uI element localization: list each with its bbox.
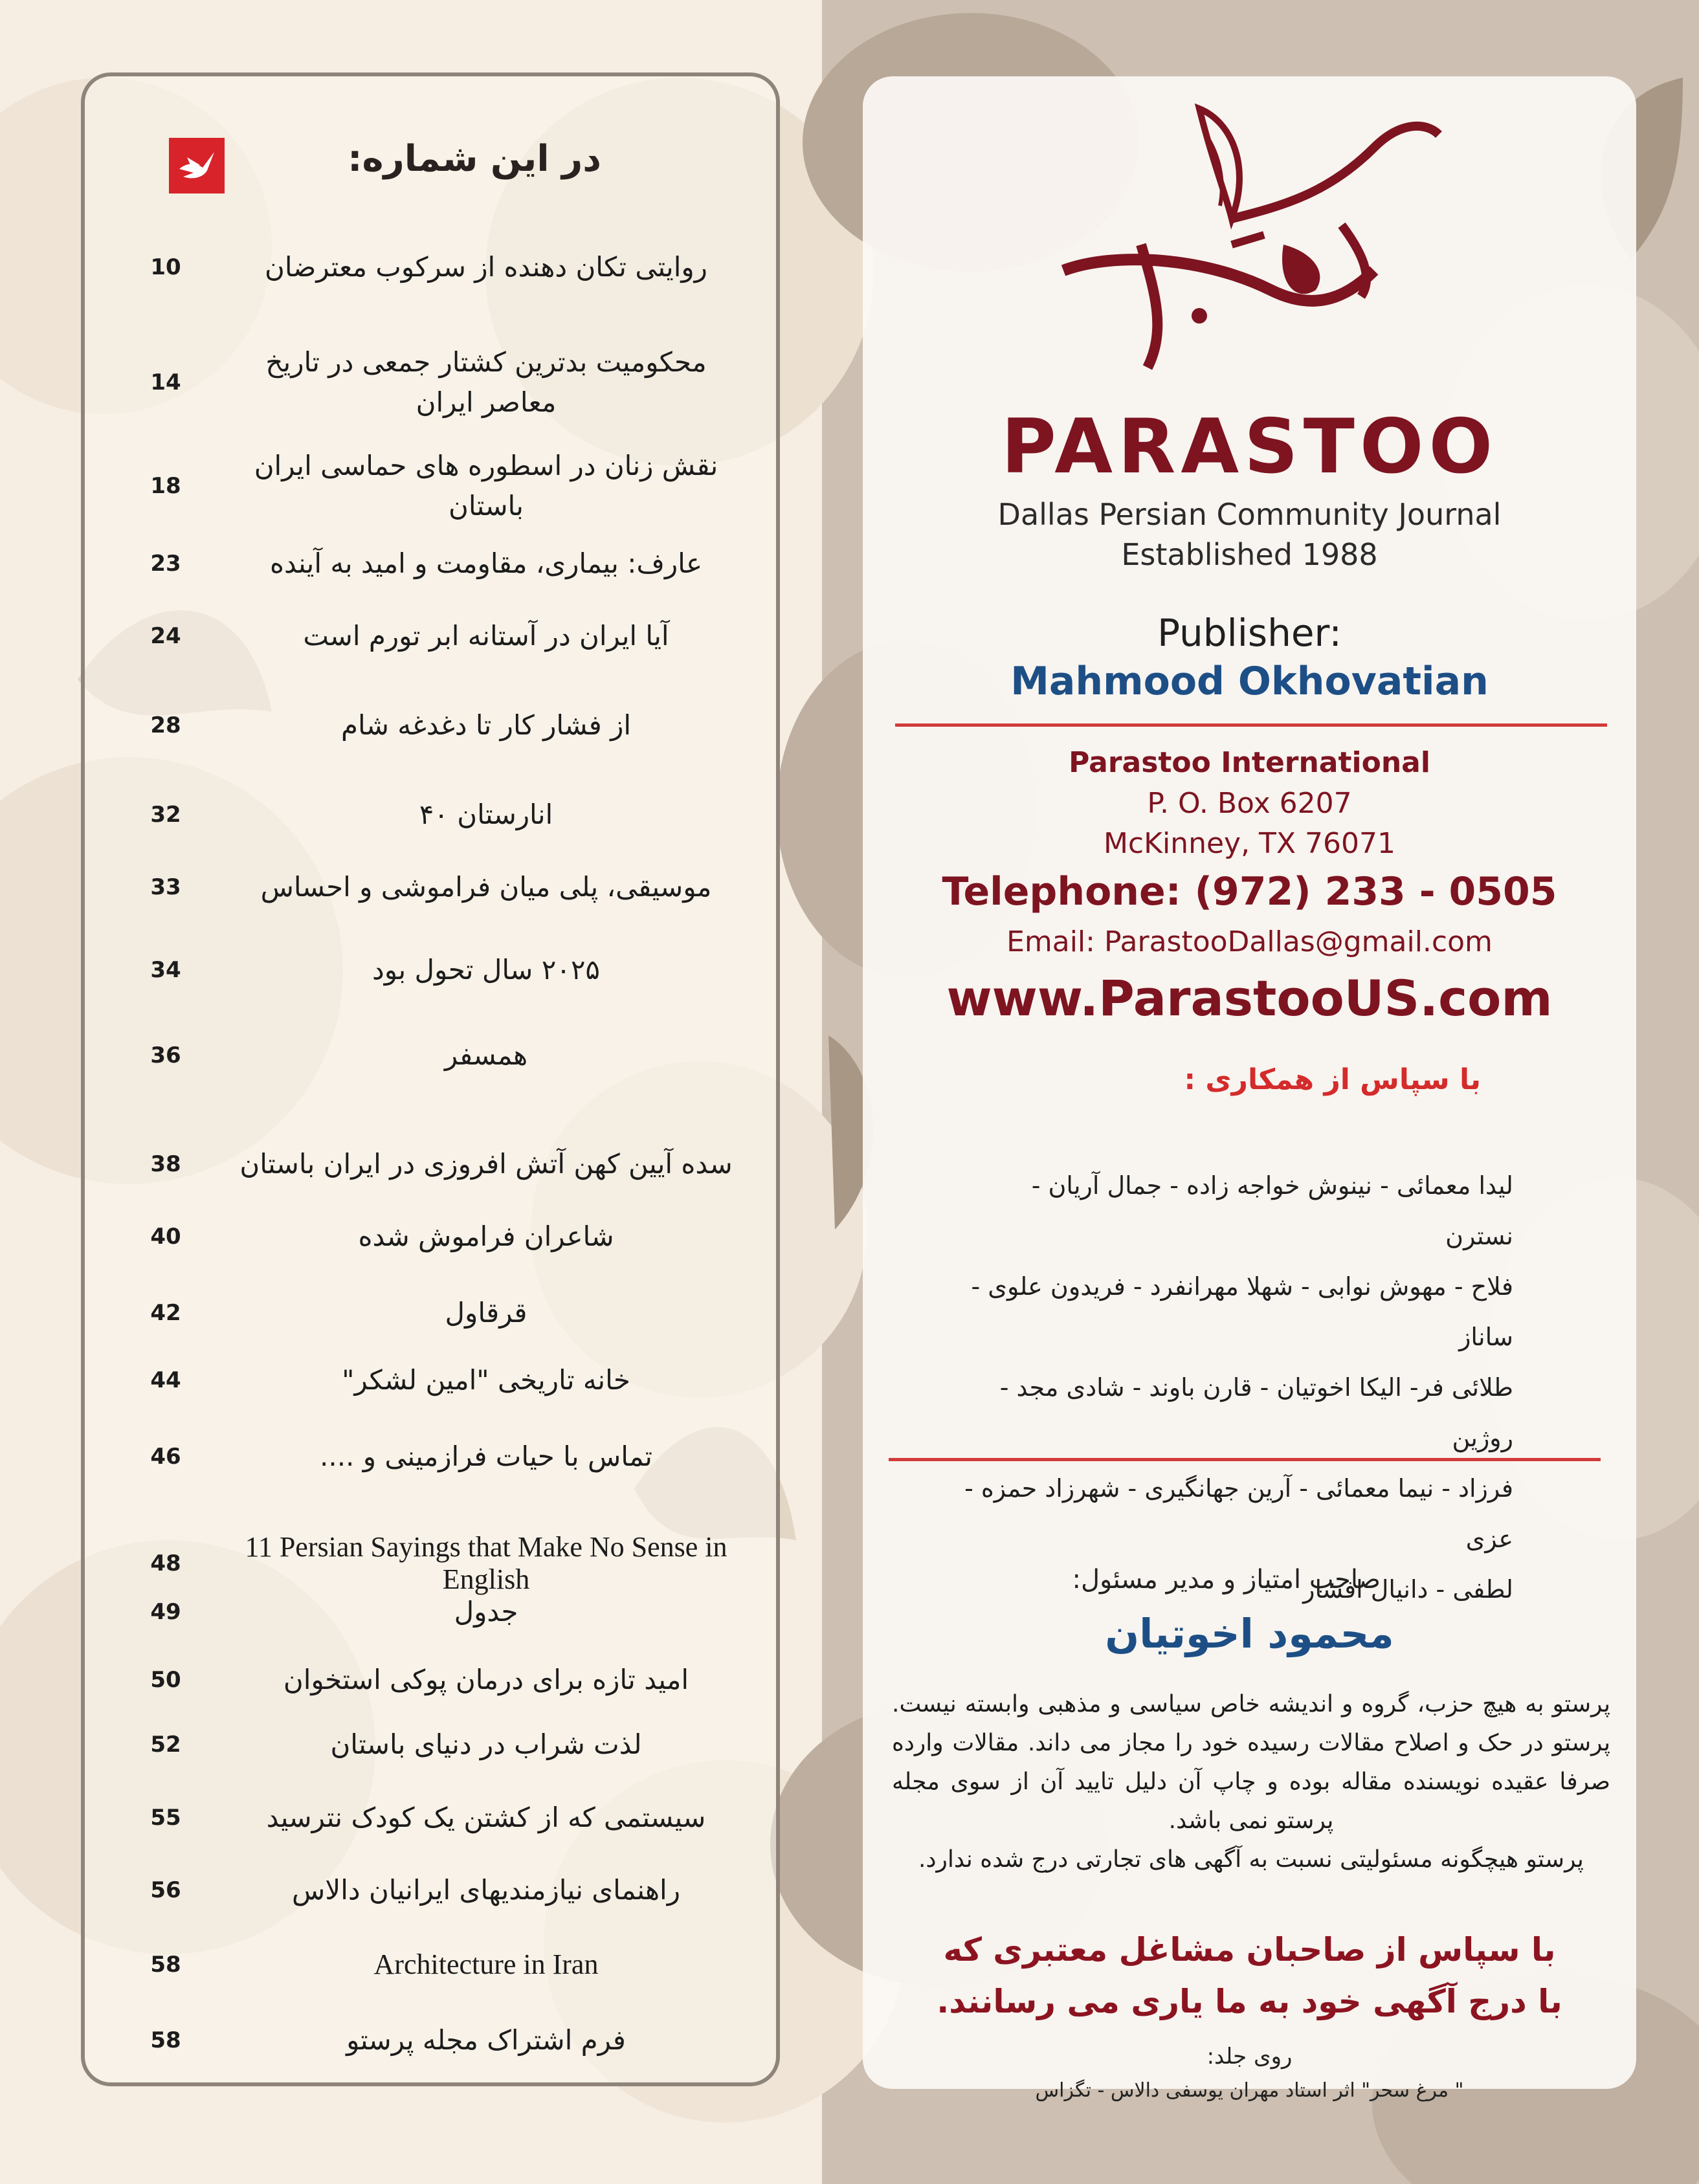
toc-entry-title: Architecture in Iran [373, 1948, 599, 1980]
toc-entry-title: از فشار کار تا دغدغه شام [340, 709, 632, 741]
disclaimer-text: پرستو به هیچ حزب، گروه و اندیشه خاص سیاسی و مذهبی وابسته نیست. پرستو در حک و اصلاح مقالات رسیده خود را مجاز می داند. مقالات وارده صرفا عقیده نویسنده مقاله بوده و چاپ آن دلیل تایید آن از سوی مجله پرستو نمی باشد. [892, 1691, 1610, 1834]
toc-page-number: 24 [150, 623, 181, 649]
toc-entry[interactable] [85, 1722, 776, 1767]
toc-entry-title: فرم اشتراک مجله پرستو [346, 2024, 626, 2056]
toc-entry-title: تماس با حیات فرازمینی و .... [320, 1440, 652, 1472]
toc-page-number: 33 [150, 874, 181, 900]
telephone: Telephone: (972) 233 - 0505 [942, 869, 1557, 914]
email-address[interactable]: Email: ParastooDallas@gmail.com [1006, 925, 1493, 958]
toc-page-number: 50 [150, 1667, 181, 1693]
org-name: Parastoo International [1069, 746, 1430, 779]
toc-entry[interactable] [85, 245, 776, 290]
divider-line [889, 1458, 1601, 1461]
toc-page-number: 58 [150, 1952, 181, 1978]
toc-entry-title: عارف: بیماری، مقاومت و امید به آینده [269, 547, 703, 579]
contributors-line: لطفی - دانیال افشار [1303, 1575, 1513, 1604]
toc-entry-title: موسیقی، پلی میان فراموشی و احساس [260, 871, 712, 903]
masthead-card [863, 76, 1636, 2102]
toc-entry-title: جدول [454, 1596, 518, 1627]
parastoo-calligraphy-logo [1038, 96, 1452, 381]
toc-entry[interactable] [85, 1214, 776, 1259]
established-year: Established 1988 [1121, 537, 1378, 572]
po-box: P. O. Box 6207 [1147, 787, 1352, 820]
toc-page-number: 48 [150, 1550, 181, 1576]
toc-entry[interactable] [85, 1795, 776, 1840]
website-link[interactable]: www.ParastooUS.com [946, 969, 1553, 1027]
owner-label: صاحب امتیاز و مدیر مسئول: [1072, 1565, 1381, 1594]
journal-subtitle: Dallas Persian Community Journal [997, 497, 1502, 532]
publisher-label: Publisher: [1157, 611, 1342, 655]
toc-entry-title: آیا ایران در آستانه ابر تورم است [303, 620, 669, 652]
toc-entry[interactable] [85, 340, 776, 425]
toc-entry[interactable] [85, 1358, 776, 1403]
toc-entry[interactable] [85, 947, 776, 993]
ads-disclaimer: پرستو هیچگونه مسئولیتی نسبت به آگهی های تجارتی درج شده ندارد. [918, 1846, 1584, 1873]
toc-entry-title: انارستان ۴۰ [419, 799, 553, 830]
toc-entry-title: سیستمی که از کشتن یک کودک نترسید [266, 1802, 706, 1833]
toc-entry-title: همسفر [444, 1039, 528, 1071]
toc-entry-title: قرقاول [445, 1297, 527, 1329]
toc-page-number: 32 [150, 802, 181, 828]
toc-entry[interactable] [85, 792, 776, 837]
toc-page-number: 34 [150, 957, 181, 983]
toc-entry[interactable] [85, 1290, 776, 1336]
toc-header [85, 138, 776, 209]
toc-entry[interactable] [85, 2018, 776, 2063]
toc-entry[interactable] [85, 865, 776, 910]
toc-page-number: 14 [150, 370, 181, 395]
toc-entry[interactable] [85, 1589, 776, 1635]
city-address: McKinney, TX 76071 [1103, 827, 1396, 860]
toc-page-number: 42 [150, 1300, 181, 1326]
toc-entry[interactable] [85, 1868, 776, 1913]
toc-entry-title: 11 Persian Sayings that Make No Sense in English [245, 1531, 727, 1595]
swallow-bird-icon [169, 138, 225, 193]
toc-page-number: 40 [150, 1224, 181, 1250]
divider-line [895, 723, 1607, 727]
ads-thanks-line-1: با سپاس از صاحبان مشاغل معتبری که [943, 1931, 1556, 1969]
toc-title: در این شماره: [348, 138, 601, 180]
brand-name: PARASTOO [1001, 403, 1498, 491]
table-of-contents-panel [81, 72, 780, 2086]
toc-entry[interactable] [85, 1033, 776, 1078]
toc-page-number: 10 [150, 254, 181, 280]
toc-entry[interactable] [85, 1942, 776, 1987]
toc-page-number: 55 [150, 1805, 181, 1831]
ads-thanks-line-2: با درج آگهی خود به ما یاری می رسانند. [937, 1983, 1562, 2020]
toc-entry-title: ۲۰۲۵ سال تحول بود [372, 954, 600, 986]
contributors-line: فرزاد - نیما معمائی - آرین جهانگیری - شهرزاد حمزه - عزی [964, 1474, 1513, 1553]
toc-entry[interactable] [85, 444, 776, 528]
toc-entry-title: امید تازه برای درمان پوکی استخوان [283, 1664, 689, 1695]
contributors-list [957, 1160, 1513, 1615]
toc-entry-title: شاعران فراموش شده [358, 1220, 614, 1252]
contributors-line: طلائی فر- الیکا اخوتیان - قارن باوند - شادی مجد - روژین [999, 1373, 1513, 1452]
toc-page-number: 23 [150, 551, 181, 577]
toc-entry[interactable] [85, 1434, 776, 1479]
cover-label: روی جلد: [1206, 2044, 1293, 2069]
toc-entry-title: لذت شراب در دنیای باستان [330, 1728, 642, 1760]
toc-page-number: 38 [150, 1151, 181, 1177]
publisher-name: Mahmood Okhovatian [1010, 659, 1489, 704]
toc-entry-title: راهنمای نیازمندیهای ایرانیان دالاس [292, 1874, 680, 1906]
toc-entry[interactable] [85, 1657, 776, 1703]
toc-page-number: 44 [150, 1367, 181, 1393]
toc-page-number: 28 [150, 712, 181, 738]
toc-page-number: 49 [150, 1599, 181, 1625]
toc-entry-title: نقش زنان در اسطوره های حماسی ایران باستان [254, 450, 718, 522]
toc-page-number: 18 [150, 473, 181, 499]
toc-entry-title: سده آیین کهن آتش افروزی در ایران باستان [239, 1148, 733, 1180]
toc-entry-title: خانه تاریخی "امین لشکر" [342, 1364, 630, 1396]
toc-page-number: 46 [150, 1444, 181, 1470]
toc-entry-title: روایتی تکان دهنده از سرکوب معترضان [265, 251, 707, 283]
toc-entry[interactable] [85, 1122, 776, 1206]
toc-entry[interactable] [85, 703, 776, 748]
toc-page-number: 58 [150, 2027, 181, 2053]
contributors-line: فلاح - مهوش نوابی - شهلا مهرانفرد - فریدون علوی - ساناز [971, 1272, 1513, 1351]
toc-page-number: 36 [150, 1042, 181, 1068]
owner-name: محمود اخوتیان [1105, 1610, 1394, 1657]
toc-page-number: 52 [150, 1732, 181, 1758]
contributors-line: لیدا معمائی - نینوش خواجه زاده - جمال آریان - نسترن [1031, 1171, 1513, 1250]
toc-entry[interactable] [85, 541, 776, 586]
toc-entry[interactable] [85, 613, 776, 659]
contributors-label: با سپاس از همکاری : [1184, 1063, 1481, 1096]
toc-entry-title: محکومیت بدترین کشتار جمعی در تاریخ معاصر ایران [265, 346, 707, 418]
toc-page-number: 56 [150, 1877, 181, 1903]
cover-credit: " مرغ سحر" اثر استاد مهران یوسفی دالاس - تگزاس [1035, 2079, 1464, 2102]
